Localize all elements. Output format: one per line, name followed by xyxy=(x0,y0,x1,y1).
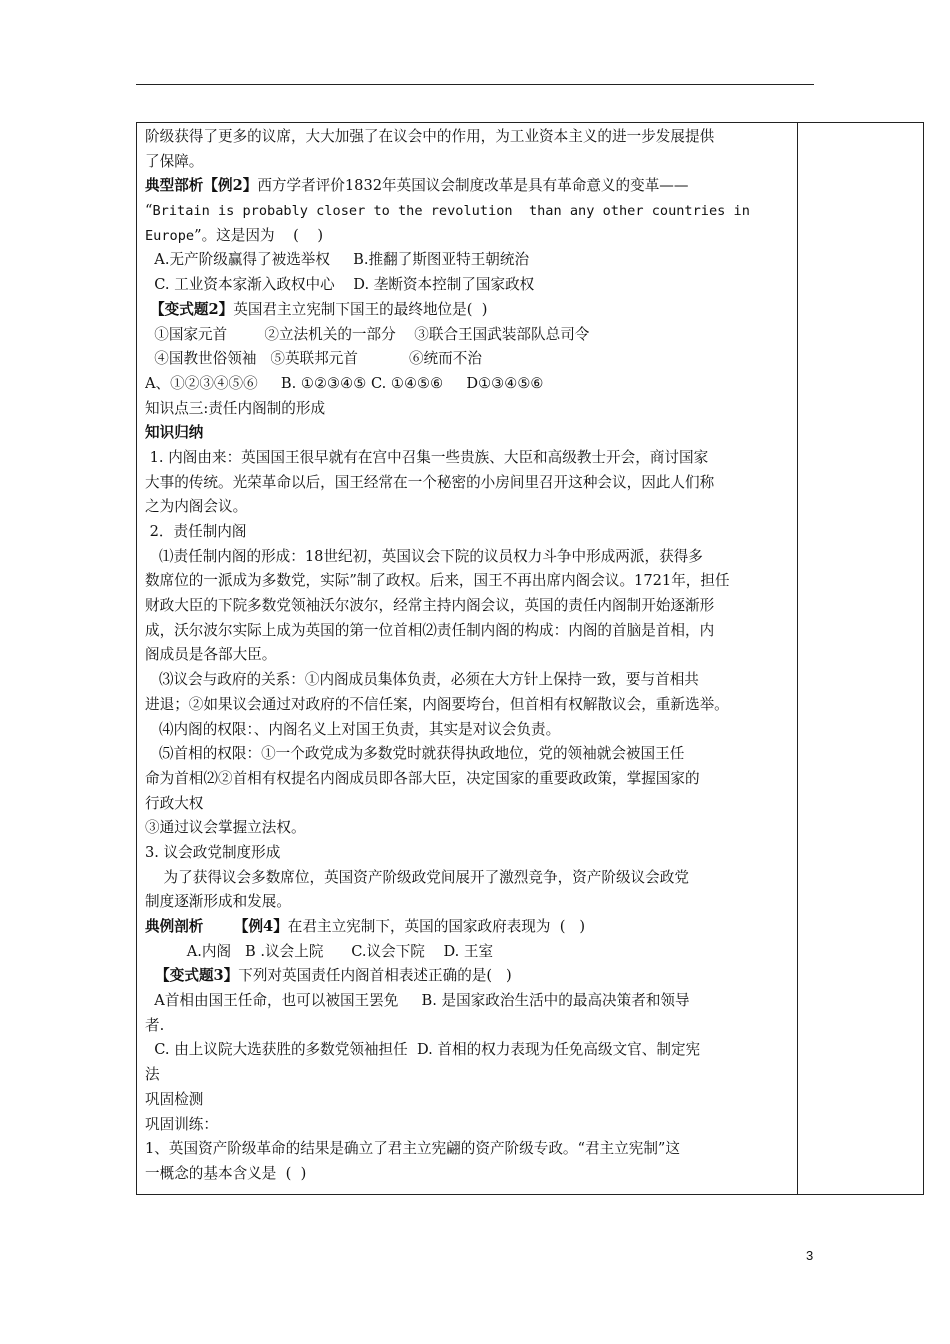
text-segment: 西方学者评价1832年英国议会制度改革是具有革命意义的变革—— xyxy=(257,177,689,195)
text-line xyxy=(145,890,793,915)
text-line xyxy=(145,693,793,718)
text-segment: 2．责任制内阁 xyxy=(145,523,247,540)
text-line xyxy=(145,1063,793,1088)
text-line xyxy=(145,421,793,446)
text-segment: 数席位的一派成为多数党，实际”制了政权。后来，国王不再出席内阁会议。1721年，担任 xyxy=(145,572,730,590)
text-segment: 财政大臣的下院多数党领袖沃尔波尔，经常主持内阁会议，英国的责任内阁制开始逐渐形 xyxy=(145,597,715,615)
text-line xyxy=(145,643,793,668)
text-segment: 下列对英国责任内阁首相表述正确的是( ) xyxy=(238,967,512,985)
bold-label: 【变式题2】 xyxy=(145,300,234,318)
text-segment: A、①②③④⑤⑥ B. ①②③④⑤ C. ①④⑤⑥ D①③④⑤⑥ xyxy=(145,374,544,392)
text-segment: 巩固检测 xyxy=(145,1090,204,1108)
text-line xyxy=(145,372,793,397)
text-line xyxy=(145,520,793,545)
text-segment: 英国君主立宪制下国王的最终地位是( ) xyxy=(233,300,488,318)
text-line xyxy=(145,446,793,471)
bold-label: 【变式题3】 xyxy=(145,967,239,985)
text-segment: ⑸首相的权限：①一个政党成为多数党时就获得执政地位，党的领袖就会被国王任 xyxy=(145,745,685,763)
text-segment: 成，沃尔波尔实际上成为英国的第一位首相⑵责任制内阁的构成：内阁的首脑是首相，内 xyxy=(145,621,715,639)
text-segment: 了保障。 xyxy=(145,152,204,170)
page-number: 3 xyxy=(806,1248,814,1263)
text-segment: 在君主立宪制下，英国的国家政府表现为 ( ) xyxy=(287,918,586,935)
text-line xyxy=(145,792,793,817)
text-line xyxy=(145,125,793,150)
text-line xyxy=(145,224,793,249)
text-line xyxy=(145,915,793,940)
text-line xyxy=(145,397,793,422)
text-line xyxy=(145,964,793,989)
text-segment: ⑶议会与政府的关系：①内阁成员集体负责，必须在大方针上保持一致，要与首相共 xyxy=(145,671,699,689)
text-line xyxy=(145,174,793,199)
text-segment: 一概念的基本含义是 ( ) xyxy=(145,1164,307,1182)
bold-label: 典型部析【例2】 xyxy=(145,177,258,195)
text-line xyxy=(145,668,793,693)
text-segment: ⑴责任制内阁的形成：18世纪初，英国议会下院的议员权力斗争中形成两派，获得多 xyxy=(145,547,703,565)
text-segment: ⑷内阁的权限：、内阁名义上对国王负责，其实是对议会负责。 xyxy=(145,720,561,738)
text-line xyxy=(145,1113,793,1138)
text-line xyxy=(145,1137,793,1162)
text-line xyxy=(145,150,793,175)
text-line xyxy=(145,471,793,496)
text-line xyxy=(145,718,793,743)
text-segment: 巩固训练： xyxy=(145,1115,218,1133)
text-segment: 行政大权 xyxy=(145,794,204,812)
text-line xyxy=(145,989,793,1014)
notes-column xyxy=(799,123,923,1194)
text-segment: “ xyxy=(145,202,153,220)
text-line xyxy=(145,545,793,570)
text-line xyxy=(145,199,793,224)
text-segment: 1. 内阁由来：英国国王很早就有在宫中召集一些贵族、大臣和高级教士开会，商讨国家 xyxy=(145,448,709,466)
text-line xyxy=(145,569,793,594)
text-line xyxy=(145,1014,793,1039)
text-line xyxy=(145,273,793,298)
text-line xyxy=(145,940,793,965)
text-line xyxy=(145,619,793,644)
text-line xyxy=(145,1038,793,1063)
text-segment: ④国教世俗领袖 ⑤英联邦元首 ⑥统而不治 xyxy=(145,350,482,368)
text-segment: C. 由上议院大选获胜的多数党领袖担任 D. 首相的权力表现为任免高级文官、制定宪 xyxy=(145,1041,701,1059)
content-table xyxy=(136,122,924,1195)
text-segment: C. 工业资本家渐入政权中心 D. 垄断资本控制了国家政权 xyxy=(145,276,535,294)
text-segment: 者. xyxy=(145,1016,165,1034)
text-segment: 之为内阁会议。 xyxy=(145,498,248,516)
bold-label: 知识归纳 xyxy=(145,424,204,442)
text-line xyxy=(145,298,793,323)
text-line xyxy=(145,816,793,841)
text-segment: 为了获得议会多数席位，英国资产阶级政党间展开了激烈竞争，资产阶级议会政党 xyxy=(145,868,689,886)
text-line xyxy=(145,866,793,891)
text-segment: ③通过议会掌握立法权。 xyxy=(145,819,306,837)
text-segment: ”。这是因为 ( ) xyxy=(194,226,324,244)
main-text-cell xyxy=(145,125,793,1187)
text-segment: 知识点三:责任内阁制的形成 xyxy=(145,399,326,417)
text-segment: Europe xyxy=(145,227,195,244)
text-segment: A.内阁 B .议会上院 C.议会下院 D. 王室 xyxy=(145,942,494,960)
text-line xyxy=(145,347,793,372)
text-line xyxy=(145,495,793,520)
text-segment: 阶级获得了更多的议席，大大加强了在议会中的作用，为工业资本主义的进一步发展提供 xyxy=(145,128,715,145)
text-segment: A.无产阶级赢得了被选举权 B.推翻了斯图亚特王朝统治 xyxy=(145,251,530,269)
text-line xyxy=(145,767,793,792)
text-line xyxy=(145,594,793,619)
column-divider xyxy=(797,123,798,1194)
text-segment: A首相由国王任命，也可以被国王罢免 B. 是国家政治生活中的最高决策者和领导 xyxy=(145,992,690,1010)
text-segment: 3. 议会政党制度形成 xyxy=(145,843,281,861)
header-rule xyxy=(136,84,814,85)
text-segment: 制度逐渐形成和发展。 xyxy=(145,893,291,911)
text-segment: 1、英国资产阶级革命的结果是确立了君主立宪翩的资产阶级专政。“君主立宪制”这 xyxy=(145,1140,680,1158)
text-segment: 进退；②如果议会通过对政府的不信任案，内阁要垮台，但首相有权解散议会，重新选举。 xyxy=(145,695,729,713)
text-line xyxy=(145,248,793,273)
bold-label: 典例剖析 【例4】 xyxy=(145,918,288,935)
text-line xyxy=(145,841,793,866)
text-segment: 阁成员是各部大臣。 xyxy=(145,646,277,664)
text-line xyxy=(145,323,793,348)
text-segment: Britain is probably closer to the revolution than any other countries in xyxy=(152,203,750,220)
text-line xyxy=(145,742,793,767)
text-line xyxy=(145,1162,793,1187)
text-segment: ①国家元首 ②立法机关的一部分 ③联合王国武装部队总司令 xyxy=(145,325,590,343)
text-line xyxy=(145,1088,793,1113)
text-segment: 法 xyxy=(145,1066,160,1084)
text-segment: 命为首相⑵②首相有权提名内阁成员即各部大臣，决定国家的重要政政策，掌握国家的 xyxy=(145,769,700,787)
text-segment: 大事的传统。光荣革命以后，国王经常在一个秘密的小房间里召开这种会议，因此人们称 xyxy=(145,473,715,491)
